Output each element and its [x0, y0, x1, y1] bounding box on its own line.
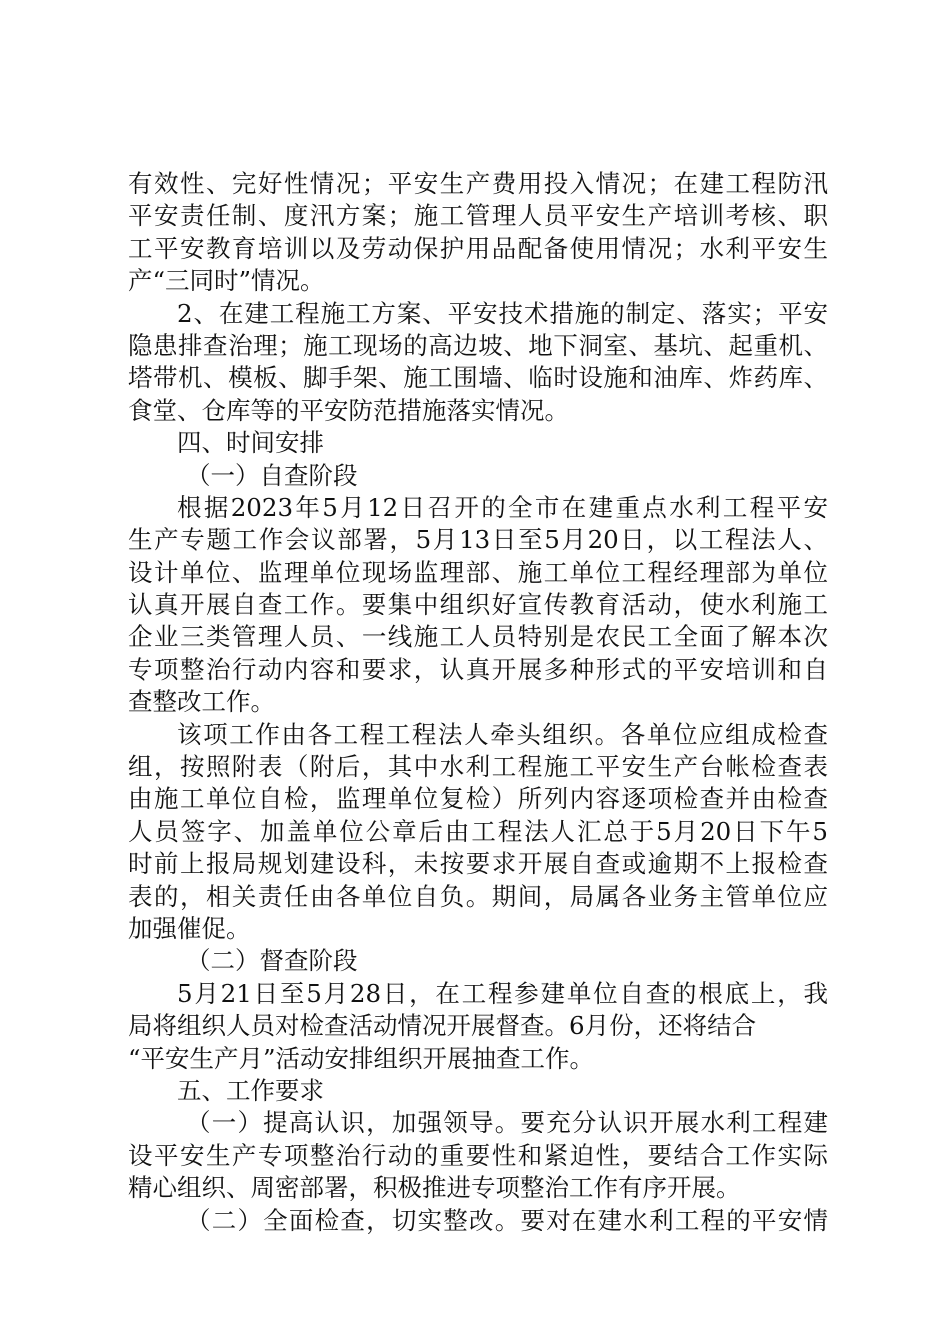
text-line: 精心组织、周密部署，积极推进专项整治工作有序开展。	[128, 1173, 741, 1203]
text-line: 生产专题工作会议部署，5月13日至5月20日，以工程法人、	[128, 525, 828, 555]
text-line: 由施工单位自检，监理单位复检）所列内容逐项检查并由检查	[128, 784, 828, 814]
text-line: 局将组织人员对检查活动情况开展督查。6月份，还将结合	[128, 1011, 757, 1041]
text-line: 工平安教育培训以及劳动保护用品配备使用情况；水利平安生	[128, 233, 828, 263]
subsection-heading: （一）自查阶段	[186, 460, 358, 490]
text-line: 2、在建工程施工方案、平安技术措施的制定、落实；平安	[177, 298, 828, 328]
text-line: 隐患排查治理；施工现场的高边坡、地下洞室、基坑、起重机、	[128, 330, 828, 360]
text-line: 产“三同时”情况。	[128, 266, 325, 296]
subsection-heading: （二）督查阶段	[186, 946, 358, 976]
section-heading: 五、工作要求	[177, 1075, 324, 1105]
text-line: 时前上报局规划建设科，未按要求开展自查或逾期不上报检查	[128, 849, 828, 879]
text-line: “平安生产月”活动安排组织开展抽查工作。	[128, 1043, 595, 1073]
text-line: 组，按照附表（附后，其中水利工程施工平安生产台帐检查表	[128, 752, 828, 782]
text-line: 该项工作由各工程工程法人牵头组织。各单位应组成检查	[177, 719, 828, 749]
text-line: 设平安生产专项整治行动的重要性和紧迫性，要结合工作实际	[128, 1140, 828, 1170]
text-line: 查整改工作。	[128, 687, 275, 717]
text-line: 根据2023年5月12日召开的全市在建重点水利工程平安	[177, 492, 828, 522]
text-line: 专项整治行动内容和要求，认真开展多种形式的平安培训和自	[128, 654, 828, 684]
text-line: 认真开展自查工作。要集中组织好宣传教育活动，使水利施工	[128, 590, 828, 620]
text-line: （二）全面检查，切实整改。要对在建水利工程的平安情	[186, 1205, 828, 1235]
text-line: 平安责任制、度汛方案；施工管理人员平安生产培训考核、职	[128, 201, 828, 231]
text-line: 人员签字、加盖单位公章后由工程法人汇总于5月20日下午5	[128, 816, 828, 846]
section-heading: 四、时间安排	[177, 428, 324, 458]
text-line: 设计单位、监理单位现场监理部、施工单位工程经理部为单位	[128, 557, 828, 587]
text-line: 有效性、完好性情况；平安生产费用投入情况；在建工程防汛	[128, 169, 828, 198]
text-line: 5月21日至5月28日，在工程参建单位自查的根底上，我	[177, 978, 828, 1008]
text-line: 塔带机、模板、脚手架、施工围墙、临时设施和油库、炸药库、	[128, 363, 828, 393]
text-line: 食堂、仓库等的平安防范措施落实情况。	[128, 395, 569, 425]
text-line: 表的，相关责任由各单位自负。期间，局属各业务主管单位应	[128, 881, 828, 911]
text-line: 企业三类管理人员、一线施工人员特别是农民工全面了解本次	[128, 622, 828, 652]
text-line: 加强催促。	[128, 913, 251, 943]
text-line: （一）提高认识，加强领导。要充分认识开展水利工程建	[186, 1108, 828, 1138]
document-page	[128, 168, 828, 1237]
